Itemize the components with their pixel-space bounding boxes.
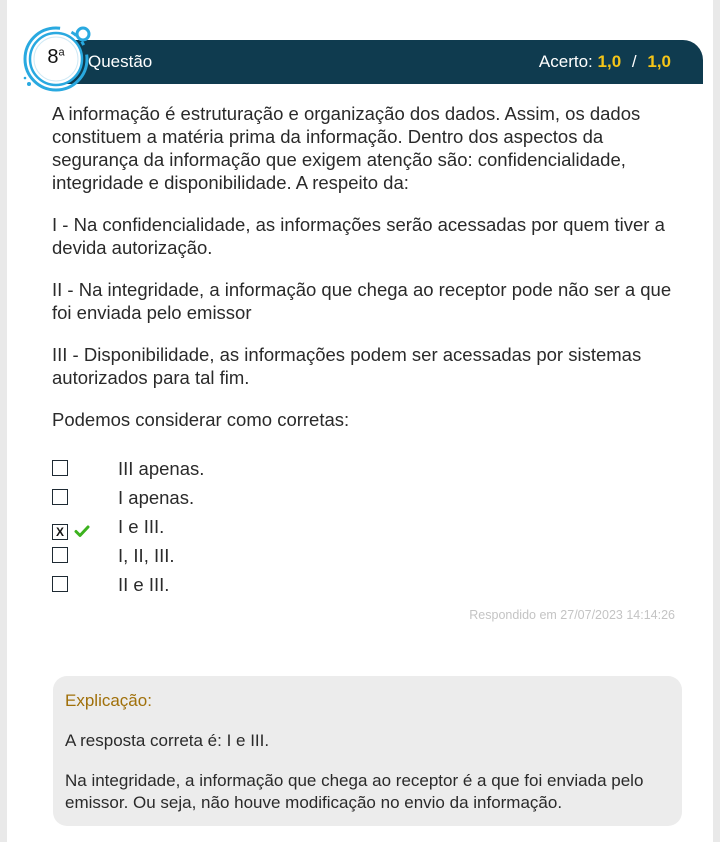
answered-timestamp: Respondido em 27/07/2023 14:14:26	[469, 608, 675, 622]
question-header	[47, 40, 703, 84]
explanation-detail: Na integridade, a informação que chega ao receptor é a que foi enviada pelo emissor. Ou seja, não houve modificação no envio da informação.	[65, 771, 644, 812]
option-label: I, II, III.	[118, 545, 175, 566]
option-label: I e III.	[118, 516, 165, 537]
question-label: Questão	[88, 52, 153, 71]
question-card	[7, 0, 713, 842]
option-checkbox[interactable]	[52, 547, 68, 563]
question-paragraph: III - Disponibilidade, as informações podem ser acessadas por sistemas autorizados para tal fim.	[52, 344, 642, 388]
question-paragraph: I - Na confidencialidade, as informações serão acessadas por quem tiver a devida autorização.	[52, 214, 665, 258]
explanation-answer: A resposta correta é: I e III.	[65, 731, 270, 750]
option-5[interactable]	[52, 574, 682, 603]
option-2[interactable]	[52, 487, 682, 516]
answer-options	[52, 458, 682, 603]
score-obtained: 1,0	[597, 52, 622, 71]
question-paragraph: A informação é estruturação e organização dos dados. Assim, os dados constituem a matéria prima da informação. Dentro dos aspectos da segurança da informação que exigem atenção são: confidencialidade, integridade e disponibilidade. A respeito da:	[52, 103, 641, 193]
option-checkbox[interactable]	[52, 489, 68, 505]
option-checkbox[interactable]	[52, 460, 68, 476]
option-label: II e III.	[118, 574, 170, 595]
option-checkbox-checked[interactable]: X	[52, 524, 68, 540]
score-separator: /	[631, 52, 637, 71]
explanation-box	[53, 676, 682, 826]
option-label: I apenas.	[118, 487, 195, 508]
question-number: 8$^a$	[47, 46, 65, 68]
correct-check-icon	[74, 523, 90, 539]
option-label: III apenas.	[118, 458, 205, 479]
score	[539, 52, 671, 72]
score-total: 1,0	[647, 52, 671, 71]
question-text	[52, 102, 682, 450]
option-1[interactable]	[52, 458, 682, 487]
explanation-title: Explicação:	[65, 691, 152, 710]
question-paragraph: Podemos considerar como corretas:	[52, 409, 350, 430]
question-paragraph: II - Na integridade, a informação que chega ao receptor pode não ser a que foi enviada pelo emissor	[52, 279, 672, 323]
question-number-badge	[21, 24, 91, 94]
option-checkbox[interactable]	[52, 576, 68, 592]
option-3[interactable]	[52, 516, 682, 545]
option-4[interactable]	[52, 545, 682, 574]
score-label: Acerto:	[538, 52, 593, 71]
